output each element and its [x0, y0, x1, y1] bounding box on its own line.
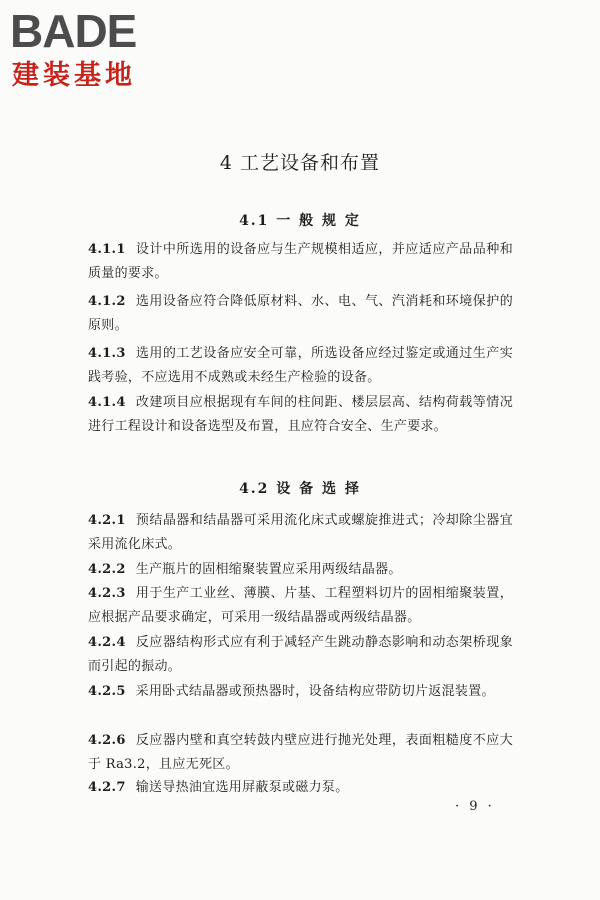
clause-4-2-1 [88, 509, 513, 557]
clause-number: 4.2.4 [88, 635, 126, 650]
clause-number: 4.2.7 [88, 780, 126, 795]
clause-4-1-1 [88, 238, 513, 286]
clause-4-2-2 [88, 558, 513, 582]
clause-text: 输送导热油宜选用屏蔽泵或磁力泵。 [135, 780, 349, 795]
section-title-4-2: 4.2 设 备 选 择 [239, 481, 361, 497]
clause-number: 4.1.3 [88, 346, 126, 361]
logo-subtitle: 建装基地 [12, 60, 136, 91]
brand-logo [10, 6, 175, 96]
clause-number: 4.1.4 [88, 395, 126, 410]
clause-4-2-6 [88, 729, 513, 777]
page-number: · 9 · [455, 799, 495, 814]
clause-4-1-2 [88, 290, 513, 338]
clause-text: 选用设备应符合降低原材料、水、电、气、汽消耗和环境保护的原则。 [88, 294, 513, 333]
clause-text: 反应器结构形式应有利于减轻产生跳动静态影响和动态架桥现象而引起的振动。 [88, 635, 513, 674]
clause-4-1-4 [88, 391, 513, 439]
clause-text: 选用的工艺设备应安全可靠，所选设备应经过鉴定或通过生产实践考验，不应选用不成熟或未经生产检验的设备。 [88, 346, 513, 385]
clause-number: 4.2.6 [88, 733, 126, 748]
clause-text: 改建项目应根据现有车间的柱间距、楼层层高、结构荷载等情况进行工程设计和设备选型及布置，且应符合安全、生产要求。 [88, 395, 513, 434]
clause-4-1-3 [88, 342, 513, 390]
clause-number: 4.2.3 [88, 586, 126, 601]
clause-4-2-3 [88, 582, 513, 630]
clause-number: 4.2.5 [88, 684, 126, 699]
clause-text: 设计中所选用的设备应与生产规模相适应，并应适应产品品种和质量的要求。 [88, 242, 513, 281]
clause-text: 预结晶器和结晶器可采用流化床式或螺旋推进式；冷却除尘器宜采用流化床式。 [88, 513, 513, 552]
clause-text: 采用卧式结晶器或预热器时，设备结构应带防切片返混装置。 [135, 684, 495, 699]
clause-number: 4.1.2 [88, 294, 126, 309]
clause-text: 用于生产工业丝、薄膜、片基、工程塑料切片的固相缩聚装置，应根据产品要求确定，可采用一级结晶器或两级结晶器。 [88, 586, 513, 625]
section-title-4-1: 4.1 一 般 规 定 [239, 213, 361, 229]
logo-wordmark: BADE [10, 5, 137, 57]
clause-4-2-7 [88, 776, 513, 800]
clause-4-2-5 [88, 680, 513, 704]
clause-text: 反应器内壁和真空转鼓内壁应进行抛光处理，表面粗糙度不应大于 Ra3.2，且应无死区。 [88, 733, 513, 772]
clause-4-2-4 [88, 631, 513, 679]
chapter-title: 4 工艺设备和布置 [219, 152, 381, 174]
clause-number: 4.2.1 [88, 513, 126, 528]
clause-number: 4.1.1 [88, 242, 126, 257]
clause-number: 4.2.2 [88, 562, 126, 577]
clause-text: 生产瓶片的固相缩聚装置应采用两级结晶器。 [135, 562, 402, 577]
